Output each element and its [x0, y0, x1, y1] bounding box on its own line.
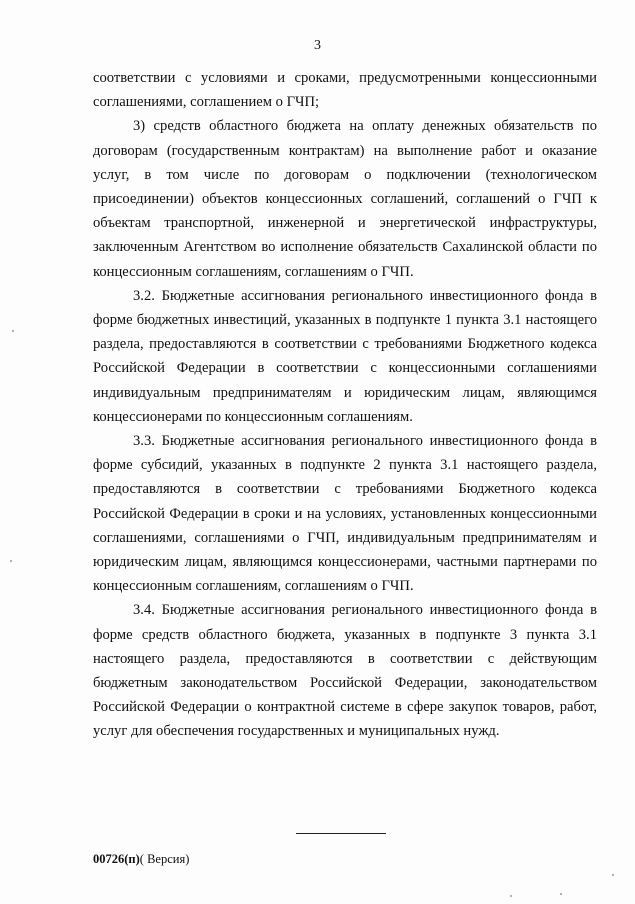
footnote-separator: [296, 833, 386, 834]
document-body: [93, 66, 597, 744]
paragraph-continuation: соответствии с условиями и сроками, предусмотренными концессионными соглашениями, соглашением о ГЧП;: [93, 70, 597, 111]
scan-artifact: [560, 893, 562, 895]
scan-artifact: [10, 560, 12, 562]
scan-artifact: [510, 895, 512, 897]
paragraph-3-2: 3.2. Бюджетные ассигнования регионального инвестиционного фонда в форме бюджетных инвестиций, указанных в подпункте 1 пункта 3.1 настоящего раздела, предоставляются в соответствии с требованиями Бюджетного кодекса Российской Федерации в соответствии с концессионными соглашениями индивидуальным предпринимателям и юридическим лицам, являющимся концессионерами по концессионным соглашениям.: [93, 287, 597, 425]
version-label: ( Версия): [139, 852, 190, 866]
scan-artifact: [612, 874, 614, 876]
paragraph-3-4: 3.4. Бюджетные ассигнования регионального инвестиционного фонда в форме средств областного бюджета, указанных в подпункте 3 пункта 3.1 настоящего раздела, предоставляются в соответствии с действующим бюджетным законодательством Российской Федерации, законодательством Российской Федерации о контрактной системе в сфере закупок товаров, работ, услуг для обеспечения государственных и муниципальных нужд.: [93, 602, 597, 740]
scan-artifact: [12, 330, 14, 332]
document-footer-code: [93, 852, 189, 867]
paragraph-3-3: 3.3. Бюджетные ассигнования регионального инвестиционного фонда в форме субсидий, указанных в подпункте 2 пункта 3.1 настоящего раздела, предоставляются в соответствии с требованиями Бюджетного кодекса Российской Федерации в сроки и на условиях, установленных концессионными соглашениями, соглашениями о ГЧП, индивидуальным предпринимателям и юридическим лицам, являющимся концессионерами, частными партнерами по концессионным соглашениям, соглашениям о ГЧП.: [93, 433, 597, 595]
document-code: 00726(п): [93, 852, 140, 866]
paragraph-item-3: 3) средств областного бюджета на оплату денежных обязательств по договорам (государственным контрактам) на выполнение работ и оказание услуг, в том числе по договорам о подключении (технологическом присоединении) объектов концессионных соглашений, соглашений о ГЧП к объектам транспортной, инженерной и энергетической инфраструктуры, заключенным Агентством во исполнение обязательств Сахалинской области по концессионным соглашениям, соглашениям о ГЧП.: [93, 118, 597, 280]
page-number: 3: [314, 38, 321, 53]
